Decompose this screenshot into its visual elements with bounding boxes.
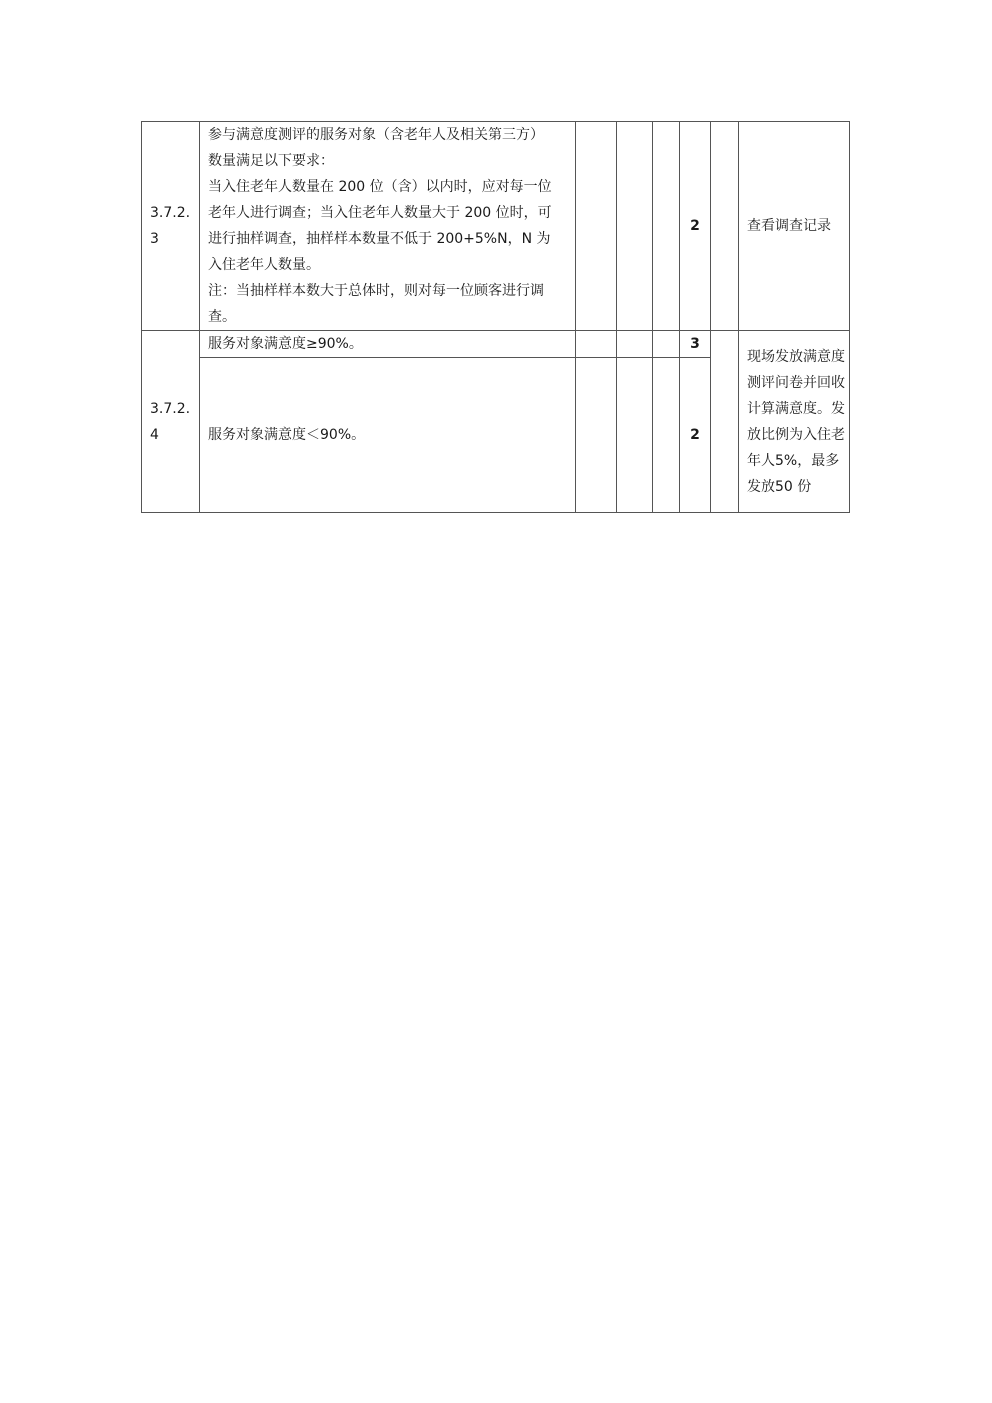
empty-cell: [617, 358, 653, 513]
empty-cell: [711, 331, 739, 513]
evaluation-table: [141, 121, 850, 513]
requirement-line: 查。: [208, 309, 236, 325]
requirement-line: 进行抽样调查，抽样样本数量不低于 200+5%N，N 为: [208, 231, 551, 247]
requirement-line: 参与满意度测评的服务对象（含老年人及相关第三方）: [208, 127, 544, 143]
table-row: [142, 331, 850, 358]
empty-cell: [653, 331, 680, 358]
requirement-line: 入住老年人数量。: [208, 257, 320, 273]
requirement-line: 注：当抽样样本数大于总体时，则对每一位顾客进行调: [208, 283, 544, 299]
empty-cell: [576, 358, 617, 513]
empty-cell: [653, 358, 680, 513]
empty-cell: [576, 331, 617, 358]
empty-cell: [653, 122, 680, 331]
item-code: 3.7.2. 3: [142, 122, 200, 331]
requirement-line: 当入住老年人数量在 200 位（含）以内时，应对每一位: [208, 179, 552, 195]
requirement-line: 数量满足以下要求：: [208, 153, 334, 169]
empty-cell: [617, 122, 653, 331]
method-cell: 查看调查记录: [739, 122, 850, 331]
requirement-cell: [200, 122, 576, 331]
empty-cell: [576, 122, 617, 331]
score-value: 2: [680, 122, 711, 331]
table-row: [142, 122, 850, 331]
empty-cell: [711, 122, 739, 331]
requirement-cell: 服务对象满意度≥90%。: [200, 331, 576, 358]
empty-cell: [617, 331, 653, 358]
score-value: 2: [680, 358, 711, 513]
score-value: 3: [680, 331, 711, 358]
item-code: 3.7.2. 4: [142, 331, 200, 513]
method-cell: 现场发放满意度测评问卷并回收计算满意度。发放比例为入住老年人5%，最多发放50 份: [739, 331, 850, 513]
requirement-line: 老年人进行调查；当入住老年人数量大于 200 位时，可: [208, 205, 552, 221]
requirement-cell: 服务对象满意度＜90%。: [200, 358, 576, 513]
